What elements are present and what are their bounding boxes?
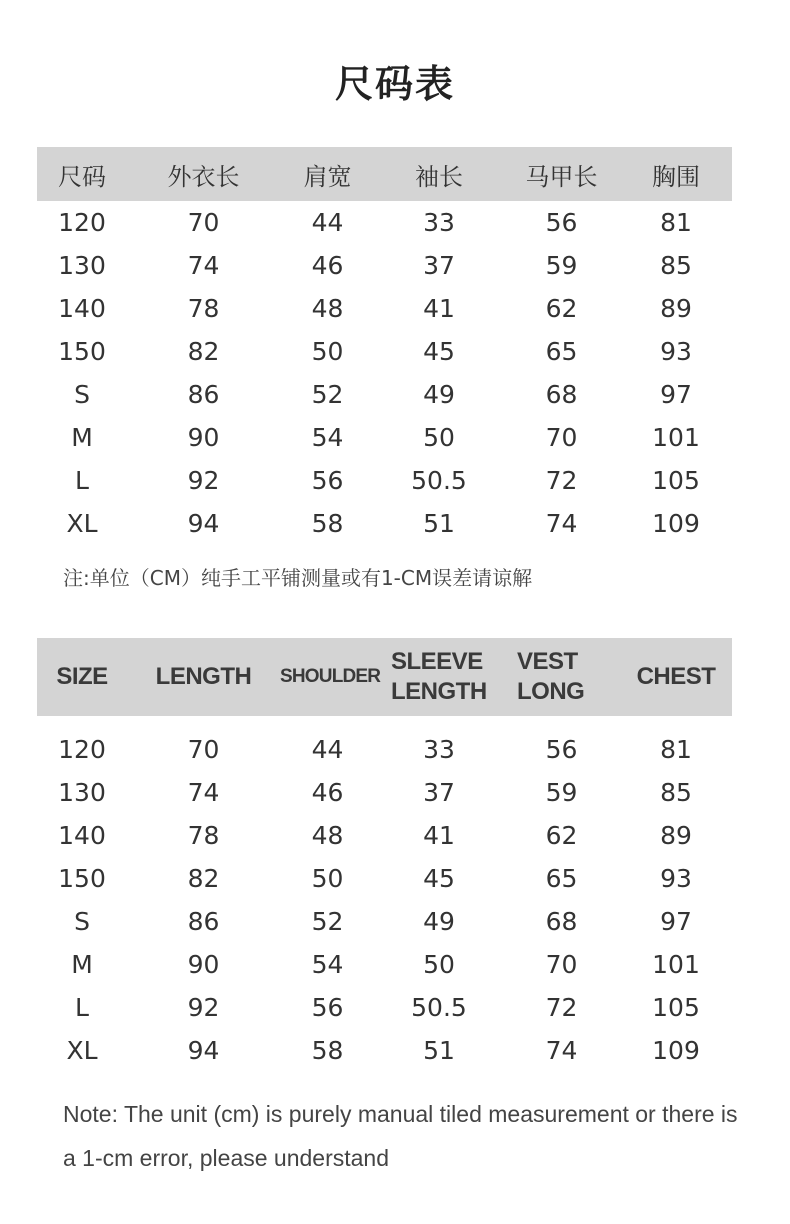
table-cell: 81 — [660, 208, 692, 237]
table-cell: 78 — [187, 821, 220, 850]
table-cell: 120 — [58, 735, 106, 764]
table-row — [37, 201, 732, 244]
table-cell: 86 — [187, 907, 220, 936]
table-cell: 140 — [58, 821, 106, 850]
table-header-row — [37, 147, 732, 201]
table-cell: 62 — [545, 294, 578, 323]
table-cell: 68 — [545, 380, 578, 409]
table-cell: 85 — [660, 251, 692, 280]
table-cell: 58 — [311, 509, 344, 538]
note-english: Note: The unit (cm) is purely manual tiled measurement or there is a 1-cm error, please understand — [63, 1101, 738, 1171]
table-cell: 89 — [660, 294, 692, 323]
table-cell: 56 — [545, 735, 578, 764]
table-row — [37, 373, 732, 416]
table-cell: 58 — [311, 1036, 344, 1065]
table-cell: 50 — [423, 950, 455, 979]
table-cell: 50 — [423, 423, 455, 452]
table-cell: 150 — [58, 864, 106, 893]
table-cell: 50.5 — [411, 993, 467, 1022]
table-cell: 74 — [545, 1036, 578, 1065]
table-row — [37, 287, 732, 330]
table-row — [37, 943, 732, 986]
table-cell: 130 — [58, 778, 106, 807]
table-row — [37, 771, 732, 814]
table-cell: 90 — [187, 950, 220, 979]
header-length: LENGTH — [155, 663, 252, 690]
table-row — [37, 1029, 732, 1072]
size-table-english — [37, 638, 732, 1072]
table-cell: 65 — [545, 337, 578, 366]
header-size: SIZE — [56, 663, 108, 690]
table-cell: 48 — [311, 821, 344, 850]
header-shoulder: SHOULDER — [280, 666, 381, 687]
table-cell: 74 — [187, 251, 220, 280]
table-cell: 97 — [660, 907, 692, 936]
table-cell: 41 — [423, 821, 455, 850]
table-cell: 82 — [187, 337, 220, 366]
table-cell: 72 — [545, 466, 578, 495]
table-cell: 93 — [660, 864, 692, 893]
table-cell: 101 — [652, 423, 700, 452]
table-cell: M — [71, 950, 93, 979]
table-cell: 72 — [545, 993, 578, 1022]
table-cell: 90 — [187, 423, 220, 452]
table-row — [37, 459, 732, 502]
table-cell: 45 — [423, 337, 455, 366]
table-row — [37, 728, 732, 771]
table-cell: 105 — [652, 466, 700, 495]
table-cell: S — [74, 907, 90, 936]
table-row — [37, 986, 732, 1029]
table-cell: 44 — [311, 208, 344, 237]
table-cell: 70 — [545, 950, 578, 979]
table-cell: 37 — [423, 778, 455, 807]
header-vest-length: 马甲长 — [525, 162, 598, 191]
table-cell: S — [74, 380, 90, 409]
table-row — [37, 502, 732, 545]
table-cell: 92 — [187, 993, 220, 1022]
table-cell: 56 — [545, 208, 578, 237]
header-vest-long: VEST LONG — [517, 648, 585, 705]
table-cell: 70 — [187, 735, 220, 764]
table-cell: 49 — [423, 380, 455, 409]
size-table-chinese — [37, 147, 732, 545]
table-cell: 48 — [311, 294, 344, 323]
table-cell: 50 — [311, 337, 344, 366]
header-length: 外衣长 — [167, 162, 240, 191]
table-row — [37, 814, 732, 857]
header-size: 尺码 — [58, 162, 106, 191]
table-cell: 46 — [311, 251, 344, 280]
table-cell: 37 — [423, 251, 455, 280]
table-row — [37, 416, 732, 459]
table-cell: 44 — [311, 735, 344, 764]
table-cell: L — [75, 993, 89, 1022]
table-cell: 101 — [652, 950, 700, 979]
table-cell: 52 — [311, 907, 344, 936]
table-cell: 51 — [423, 1036, 455, 1065]
header-chest: CHEST — [636, 663, 716, 690]
table-cell: 45 — [423, 864, 455, 893]
table-cell: 109 — [652, 1036, 700, 1065]
table-cell: 82 — [187, 864, 220, 893]
table-cell: 50 — [311, 864, 344, 893]
table-cell: 68 — [545, 907, 578, 936]
table-cell: 78 — [187, 294, 220, 323]
table-cell: 74 — [545, 509, 578, 538]
table-cell: 109 — [652, 509, 700, 538]
table-cell: 86 — [187, 380, 220, 409]
page-title: 尺码表 — [334, 62, 455, 106]
header-sleeve-length: 袖长 — [415, 162, 463, 191]
table-row — [37, 330, 732, 373]
table-cell: 62 — [545, 821, 578, 850]
table-cell: 120 — [58, 208, 106, 237]
table-cell: 150 — [58, 337, 106, 366]
table-cell: 81 — [660, 735, 692, 764]
table-row — [37, 857, 732, 900]
table-cell: 130 — [58, 251, 106, 280]
header-shoulder: 肩宽 — [303, 162, 352, 191]
table-cell: 74 — [187, 778, 220, 807]
table-cell: L — [75, 466, 89, 495]
table-cell: 70 — [545, 423, 578, 452]
table-cell: XL — [66, 509, 98, 538]
table-cell: 59 — [545, 778, 578, 807]
header-sleeve-length: SLEEVE LENGTH — [391, 648, 487, 705]
table-cell: 54 — [311, 950, 344, 979]
table-cell: 52 — [311, 380, 344, 409]
table-cell: 93 — [660, 337, 692, 366]
table-cell: 33 — [423, 208, 455, 237]
table-cell: 50.5 — [411, 466, 467, 495]
table-cell: XL — [66, 1036, 98, 1065]
table-cell: 94 — [187, 509, 220, 538]
table-cell: 51 — [423, 509, 455, 538]
table-cell: 41 — [423, 294, 455, 323]
table-cell: 85 — [660, 778, 692, 807]
table-cell: 65 — [545, 864, 578, 893]
table-cell: 70 — [187, 208, 220, 237]
table-cell: 59 — [545, 251, 578, 280]
table-cell: 54 — [311, 423, 344, 452]
table-cell: 49 — [423, 907, 455, 936]
table-cell: 46 — [311, 778, 344, 807]
table-cell: 56 — [311, 993, 344, 1022]
table-cell: 94 — [187, 1036, 220, 1065]
table-cell: 97 — [660, 380, 692, 409]
table-cell: 105 — [652, 993, 700, 1022]
table-cell: 89 — [660, 821, 692, 850]
table-cell: M — [71, 423, 93, 452]
table-header-row — [37, 638, 732, 716]
table-row — [37, 244, 732, 287]
table-cell: 56 — [311, 466, 344, 495]
header-chest: 胸围 — [652, 162, 700, 191]
table-cell: 92 — [187, 466, 220, 495]
table-row — [37, 900, 732, 943]
table-cell: 33 — [423, 735, 455, 764]
note-chinese: 注:单位（CM）纯手工平铺测量或有1-CM误差请谅解 — [63, 566, 533, 590]
table-cell: 140 — [58, 294, 106, 323]
